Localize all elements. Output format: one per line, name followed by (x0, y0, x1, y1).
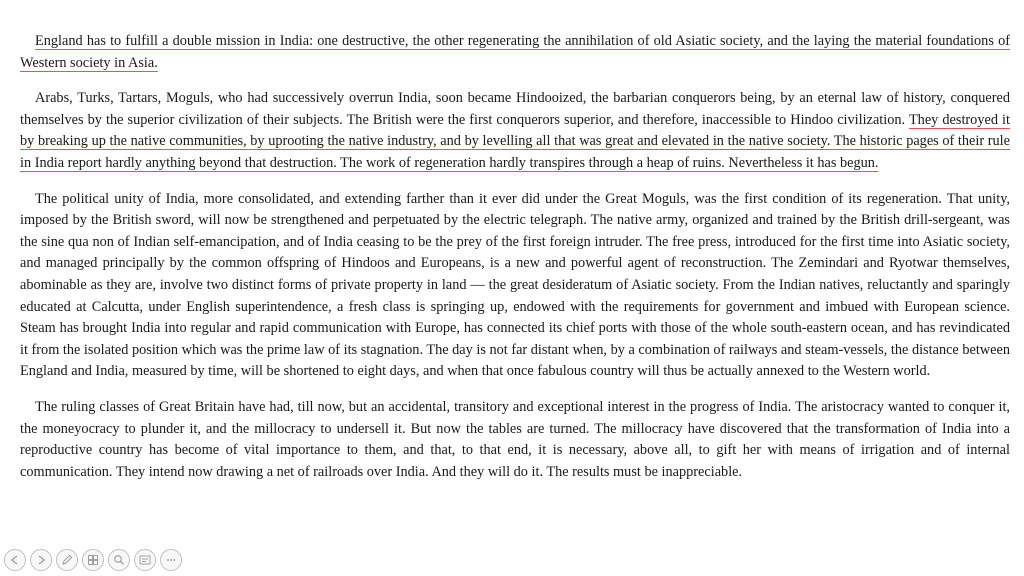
highlighted-text: England has to fulfill a double mission in India: one destructive, the other regenerating the annihilation of old Asiatic society, and the laying the material foundations of Western society in Asia. (20, 33, 1010, 71)
paragraph-text: The ruling classes of Great Britain have had, till now, but an accidental, transitory and exceptional interest in the progress of India. The aristocracy wanted to conquer it, the moneyocracy to plunder it, and the millocracy to undersell it. But now the tables are turned. The millocracy have discovered that the transformation of India into a reproductive country has become of vital importance to them, and that, to that end, it is necessary, above all, to gift her with means of irrigation and of internal communication. They intend now drawing a net of railroads over India. And they will do it. The results must be inappreciable. (20, 398, 1010, 480)
slides-icon (87, 554, 99, 566)
paragraph-2 (20, 88, 1010, 174)
slideshow-toolbar (4, 549, 182, 573)
paragraph-text: Arabs, Turks, Tartars, Moguls, who had successively overrun India, soon became Hindooized, the barbarian conquerors being, by an eternal law of history, conquered themselves by the superior civilization of their subjects. The British were the first conquerors superior, and therefore, inaccessible to Hindoo civilization. (20, 90, 1010, 128)
prev-slide-button[interactable] (4, 549, 26, 571)
slides-button[interactable] (82, 549, 104, 571)
paragraph-4 (20, 397, 1010, 483)
magnifier-icon (113, 554, 125, 566)
zoom-button[interactable] (108, 549, 130, 571)
paragraph-1 (20, 31, 1010, 74)
arrow-left-icon (9, 554, 21, 566)
more-button[interactable] (160, 549, 182, 571)
paragraph-3 (20, 189, 1010, 383)
document-page (20, 31, 1010, 497)
next-slide-button[interactable] (30, 549, 52, 571)
subtitles-button[interactable] (134, 549, 156, 571)
arrow-right-icon (35, 554, 47, 566)
more-icon (165, 554, 177, 566)
subtitles-icon (139, 554, 151, 566)
paragraph-text: The political unity of India, more consolidated, and extending farther than it ever did under the Great Moguls, was the first condition of its regeneration. That unity, imposed by the British sword, will now be strengthened and perpetuated by the electric telegraph. The native army, organized and trained by the British drill-sergeant, was the sine qua non of Indian self-emancipation, and of India ceasing to be the prey of the first foreign intruder. The free press, introduced for the first time into Asiatic society, and managed principally by the common offspring of Hindoos and Europeans, is a new and powerful agent of reconstruction. The Zemindari and Ryotwar themselves, abominable as they are, involve two distinct forms of private property in land — the great desideratum of Asiatic society. From the Indian natives, reluctantly and sparingly educated at Calcutta, under English superintendence, a fresh class is springing up, endowed with the requirements for government and imbued with European science. Steam has brought India into regular and rapid communication with Europe, has connected its chief ports with those of the whole south-eastern ocean, and has revindicated it from the isolated position which was the prime law of its stagnation. The day is not far distant when, by a combination of railways and steam-vessels, the distance between England and India, measured by time, will be shortened to eight days, and when that once fabulous country will thus be actually annexed to the Western world. (20, 190, 1010, 380)
pen-icon (61, 554, 73, 566)
pen-button[interactable] (56, 549, 78, 571)
highlighted-text: They destroyed it by breaking up the native communities, by uprooting the native industry, and by levelling all that was great and elevated in the native society. The historic pages of their rule in India report hardly anything beyond that destruction. The work of regeneration hardly transpires through a heap of ruins. Nevertheless it has begun. (20, 111, 1010, 171)
